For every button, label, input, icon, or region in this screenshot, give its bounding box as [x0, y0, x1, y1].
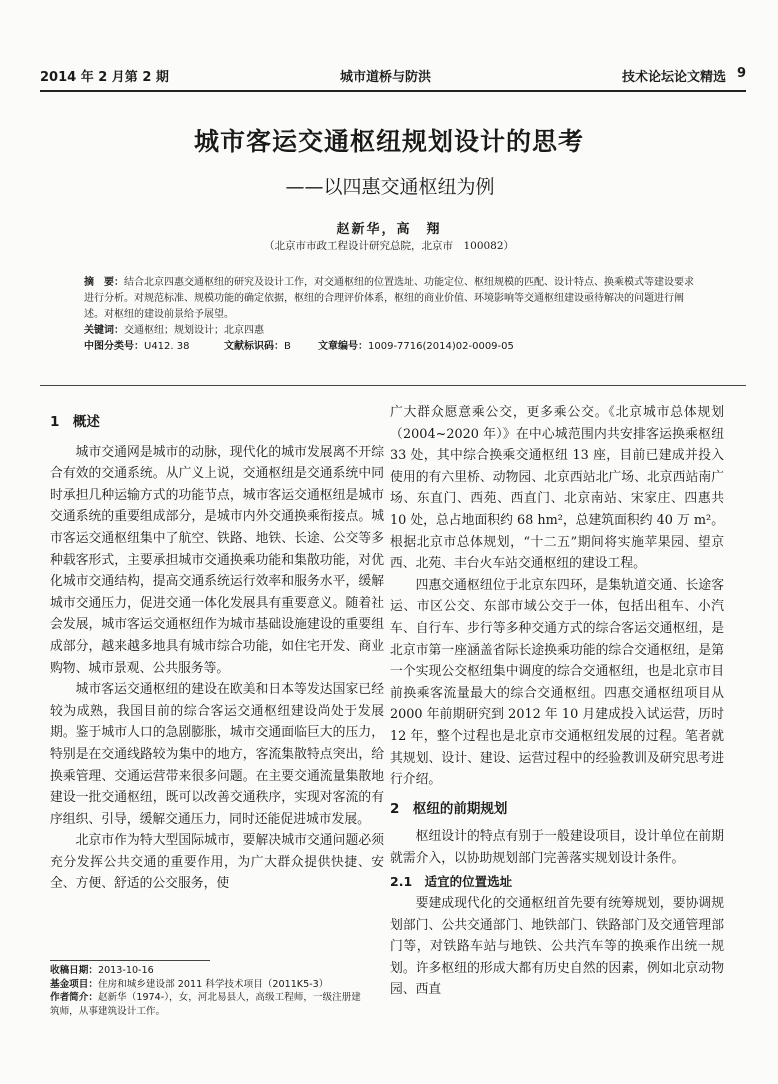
clc-value: U412. 38 — [144, 341, 190, 352]
doccode-value: B — [284, 341, 291, 352]
abstract-block — [84, 275, 696, 355]
keywords-label: 关键词： — [84, 325, 124, 336]
right-column — [390, 402, 724, 1001]
section-2-heading: 2 枢纽的前期规划 — [390, 800, 508, 817]
footnote-rule — [50, 960, 210, 961]
author-bio-label: 作者简介： — [50, 992, 98, 1003]
received-value: 2013-10-16 — [97, 965, 154, 976]
classification-row — [84, 339, 696, 355]
issue-info: 2014 年 2 月第 2 期 — [40, 70, 169, 85]
page-number: 9 — [736, 66, 746, 81]
paragraph: 北京市作为特大型国际城市，要解决城市交通问题必须充分发挥公共交通的重要作用，为广大群众提供快捷、安全、方便、舒适的公交服务，使 — [50, 833, 384, 892]
articleno-field — [318, 339, 514, 355]
footnotes — [50, 964, 370, 1018]
article-subtitle: ——以四惠交通枢纽为例 — [285, 176, 495, 198]
received-label: 收稿日期： — [50, 965, 98, 976]
author-bio — [50, 991, 370, 1018]
header-rule — [40, 90, 746, 92]
author-bio-value: 赵新华（1974-），女，河北易县人，高级工程师，一级注册建筑师，从事建筑设计工作。 — [50, 992, 361, 1017]
abstract-text: 结合北京四惠交通枢纽的研究及设计工作，对交通枢纽的位置选址、功能定位、枢纽规模的匹配、设计特点、换乘模式等建设要求进行分析。对规范标准、规模功能的确定依据，枢纽的合理评价体系，枢纽的商业价值、环境影响等交通枢纽建设亟待解决的问题进行阐述。对枢纽的建设前景给予展望。 — [84, 277, 694, 320]
section-name: 技术论坛论文精选 — [621, 70, 726, 85]
subsection-2-1-heading: 2.1 适宜的位置选址 — [390, 874, 513, 890]
journal-name: 城市道桥与防洪 — [340, 70, 432, 85]
paragraph: 枢纽设计的特点有别于一般建设项目，设计单位在前期就需介入，以协助规划部门完善落实规划设计条件。 — [390, 829, 724, 866]
keywords — [84, 323, 696, 339]
abstract-label: 摘 要： — [84, 277, 124, 288]
section-1-heading: 1 概述 — [50, 414, 100, 430]
fund-label: 基金项目： — [50, 978, 98, 990]
paragraph: 要建成现代化的交通枢纽首先要有统筹规划，要协调规划部门、公共交通部门、地铁部门、铁路部门及交通管理部门等，对铁路车站与地铁、公共汽车等的换乘作出统一规划。许多枢纽的形成大都有历史自然的因素，例如北京动物园、西直 — [390, 896, 724, 998]
fund-info — [50, 978, 370, 992]
paragraph-continued: 广大群众愿意乘公交，更多乘公交。《北京城市总体规划（2004~2020 年）》在中心城范围内共安排客运换乘枢纽 33 处，其中综合换乘交通枢纽 13 座，目前已建成并投入使用的有六里桥、动物园、北京西站北广场、北京西站南广场、东直门、西苑、西直门、北京南站、宋家庄、四惠共 10 处，总占地面积约 68 hm²，总建筑面积约 40 万 m²。根据北京市总体规划，“十二五”期间将实施苹果园、望京西、北苑、丰台火车站交通枢纽的建设工程。 — [390, 405, 724, 572]
paragraph: 城市交通网是城市的动脉，现代化的城市发展离不开综合有效的交通系统。从广义上说，交通枢纽是交通系统中同时承担几种运输方式的功能节点，城市客运交通枢纽是城市交通系统的重要组成部分，是城市内外交通换乘衔接点。城市客运交通枢纽集中了航空、铁路、地铁、长途、公交等多种载客形式，主要承担城市交通换乘功能和集散功能，对优化城市交通结构，提高交通系统运行效率和服务水平，缓解城市交通压力，促进交通一体化发展具有重要意义。随着社会发展，城市客运交通枢纽作为城市基础设施建设的重要组成部分，越来越多地具有城市综合功能，如住宅开发、商业购物、城市景观、公共服务等。 — [50, 444, 384, 676]
received-date — [50, 964, 370, 978]
abstract-divider — [40, 385, 746, 386]
keywords-text: 交通枢纽；规划设计；北京四惠 — [124, 325, 264, 336]
abstract — [84, 275, 696, 323]
paragraph: 城市客运交通枢纽的建设在欧美和日本等发达国家已经较为成熟，我国目前的综合客运交通枢纽建设尚处于发展期。鉴于城市人口的急剧膨胀，城市交通面临巨大的压力，特别是在交通线路较为集中的地方，客流集散特点突出，给换乘管理、交通运营带来很多问题。在主要交通流量集散地建设一批交通枢纽，既可以改善交通秩序，实现对客流的有序组织、引导，缓解交通压力，同时还能促进城市发展。 — [50, 682, 384, 827]
left-column — [50, 400, 384, 895]
clc-label: 中图分类号： — [84, 341, 144, 352]
author-affiliation: （北京市市政工程设计研究总院，北京市 100082） — [263, 240, 515, 252]
doccode-label: 文献标识码： — [224, 341, 284, 352]
articleno-label: 文章编号： — [318, 341, 368, 352]
articleno-value: 1009-7716(2014)02-0009-05 — [368, 341, 514, 352]
author-names: 赵新华，高 翔 — [336, 222, 442, 237]
running-header — [40, 66, 746, 86]
clc-field — [84, 339, 190, 355]
article-title: 城市客运交通枢纽规划设计的思考 — [193, 127, 584, 156]
paragraph: 四惠交通枢纽位于北京东四环，是集轨道交通、长途客运、市区公交、东部市域公交于一体，包括出租车、小汽车、自行车、步行等多种交通方式的综合客运交通枢纽，是北京市第一座涵盖省际长途换乘功能的综合交通枢纽，是第一个实现公交枢纽集中调度的综合交通枢纽，也是北京市目前换乘客流量最大的综合交通枢纽。四惠交通枢纽项目从 2000 年前期研究到 2012 年 10 月建成投入试运营，历时 12 年，整个过程也是北京市交通枢纽发展的过程。笔者就其规划、设计、建设、运营过程中的经验教训及研究思考进行介绍。 — [390, 577, 724, 788]
fund-value: 住房和城乡建设部 2011 科学技术项目（2011K5-3） — [97, 978, 329, 990]
doccode-field — [224, 339, 291, 355]
